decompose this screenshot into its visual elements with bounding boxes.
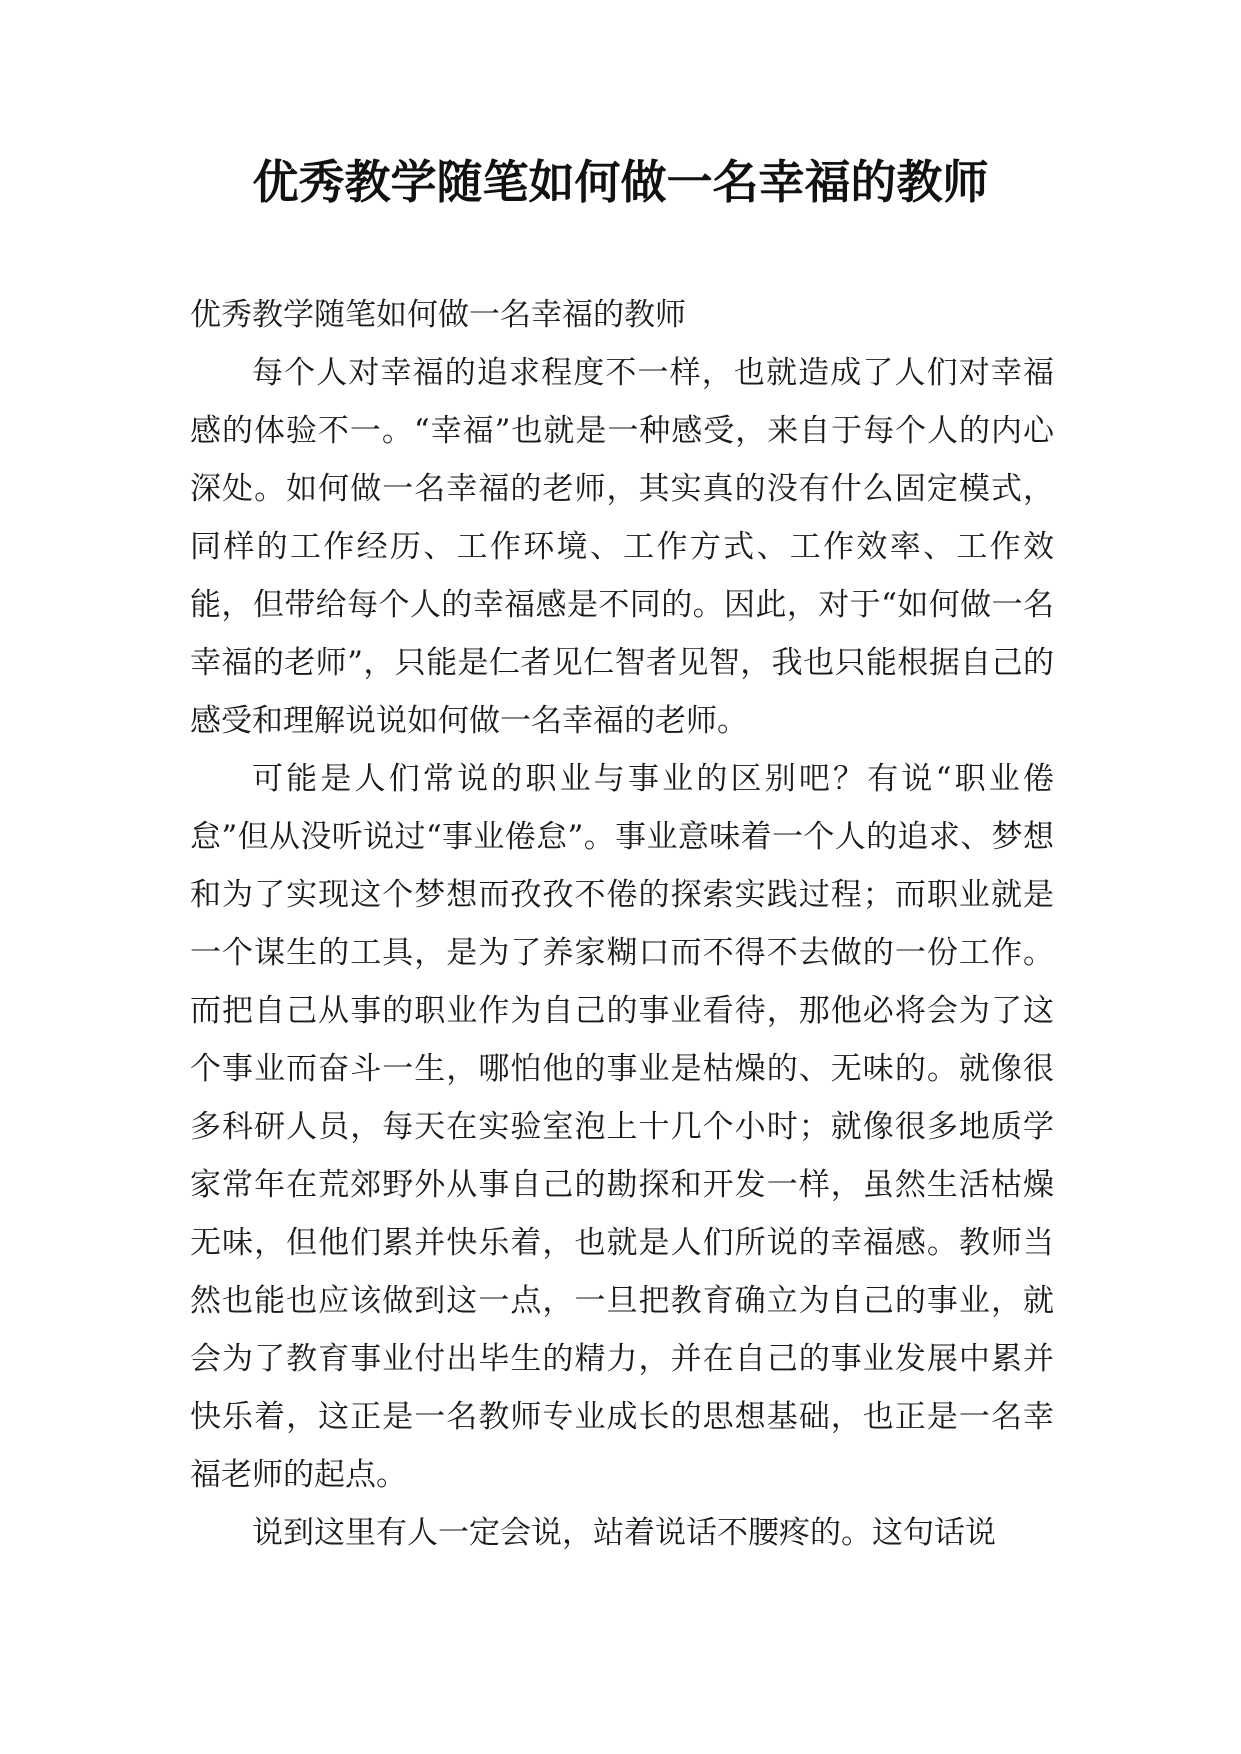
document-body	[190, 286, 1054, 1562]
document-subtitle: 优秀教学随笔如何做一名幸福的教师	[190, 297, 686, 333]
paragraph: 可能是人们常说的职业与事业的区别吧？有说“职业倦怠”但从没听说过“事业倦怠”。事业意味着一个人的追求、梦想和为了实现这个梦想而孜孜不倦的探索实践过程；而职业就是一个谋生的工具，是为了养家糊口而不得不去做的一份工作。而把自己从事的职业作为自己的事业看待，那他必将会为了这个事业而奋斗一生，哪怕他的事业是枯燥的、无味的。就像很多科研人员，每天在实验室泡上十几个小时；就像很多地质学家常年在荒郊野外从事自己的勘探和开发一样，虽然生活枯燥无味，但他们累并快乐着，也就是人们所说的幸福感。教师当然也能也应该做到这一点，一旦把教育确立为自己的事业，就会为了教育事业付出毕生的精力，并在自己的事业发展中累并快乐着，这正是一名教师专业成长的思想基础，也正是一名幸福老师的起点。	[190, 761, 1054, 1493]
paragraph: 每个人对幸福的追求程度不一样，也就造成了人们对幸福感的体验不一。“幸福”也就是一种感受，来自于每个人的内心深处。如何做一名幸福的老师，其实真的没有什么固定模式，同样的工作经历、工作环境、工作方式、工作效率、工作效能，但带给每个人的幸福感是不同的。因此，对于“如何做一名幸福的老师”，只能是仁者见仁智者见智，我也只能根据自己的感受和理解说说如何做一名幸福的老师。	[190, 355, 1054, 739]
document-title: 优秀教学随笔如何做一名幸福的教师	[252, 155, 989, 209]
paragraph: 说到这里有人一定会说，站着说话不腰疼的。这句话说	[252, 1515, 996, 1551]
